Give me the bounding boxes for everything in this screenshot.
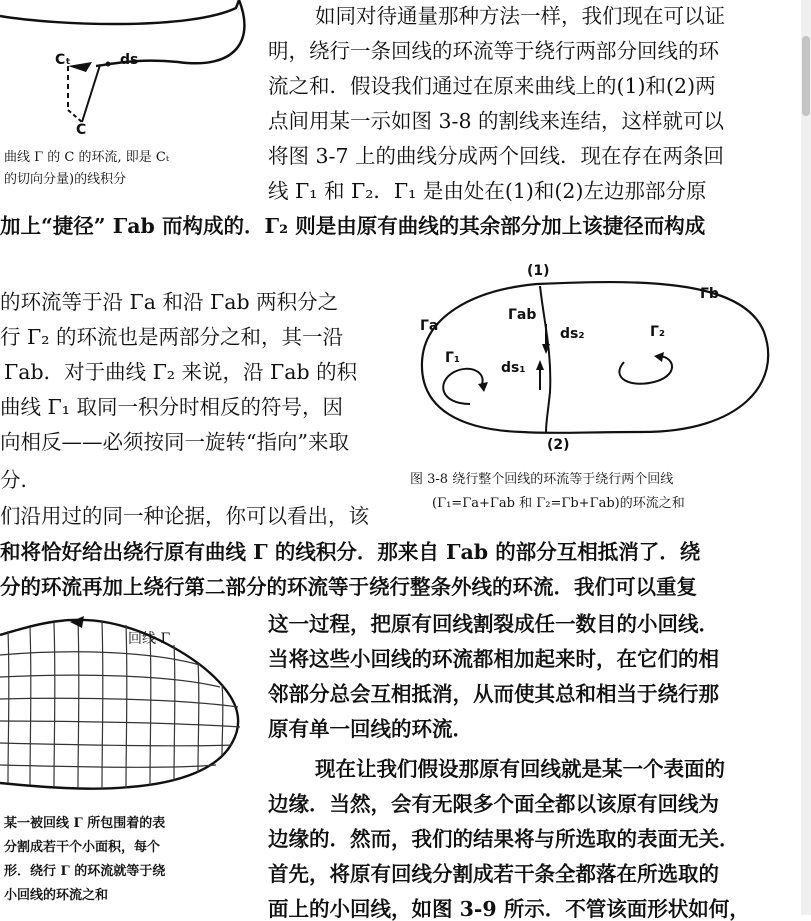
para4-line-4: 原有单一回线的环流． bbox=[268, 717, 473, 741]
para2-line-7: 们沿用过的同一种论据，你可以看出，该 bbox=[0, 504, 369, 528]
para5-line-5: 面上的小回线，如图 3-9 所示．不管该面形状如何， bbox=[268, 897, 750, 921]
label-gamma-ab: Γab bbox=[508, 307, 537, 323]
label-gamma-b: Γb bbox=[700, 286, 719, 302]
label-gamma-1: Γ₁ bbox=[445, 350, 461, 366]
para5-line-4: 首先，将原有回线分割成若干条全都落在所选取的 bbox=[268, 862, 719, 886]
label-gamma-2: Γ₂ bbox=[650, 324, 666, 340]
para2-line-2: 行 Γ₂ 的环流也是两部分之和，其一沿 bbox=[0, 325, 343, 349]
scrollbar-thumb[interactable] bbox=[802, 36, 810, 116]
rotation-arrow-head-2 bbox=[654, 352, 664, 362]
para1-line-4: 点间用某一示如图 3-8 的割线来连结，这样就可以 bbox=[268, 109, 725, 133]
label-ds: ds bbox=[120, 52, 139, 68]
figure-3-9-caption-line-2: 分割成若干个小面积，每个 bbox=[4, 840, 161, 855]
outer-loop bbox=[422, 282, 768, 433]
para1-line-7: 加上“捷径” Γab 而构成的．Γ₂ 则是由原有曲线的其余部分加上该捷径而构成 bbox=[0, 214, 706, 238]
label-gamma-a: Γa bbox=[420, 318, 439, 334]
ds1-arrow-head bbox=[536, 360, 544, 370]
label-point-2: (2) bbox=[547, 437, 570, 453]
para5-line-2: 边缘．当然，会有无限多个面全都以该原有回线为 bbox=[268, 792, 719, 816]
cut-line-gamma-ab bbox=[540, 286, 550, 432]
para1-line-2: 明，绕行一条回线的环流等于绕行两部分回线的环 bbox=[268, 39, 719, 63]
para5-line-1: 现在让我们假设那原有回线就是某一个表面的 bbox=[315, 757, 725, 781]
para3-line-1: 和将恰好给出绕行原有曲线 Γ 的线积分．那来自 Γab 的部分互相抵消了．绕 bbox=[0, 540, 701, 564]
rotation-arrow-head-1 bbox=[478, 382, 488, 392]
figure-3-9-caption-line-4: 小回线的环流之和 bbox=[4, 888, 109, 903]
tangent-arrow bbox=[82, 65, 100, 122]
para3-line-2: 分的环流再加上绕行第二部分的环流等于绕行整条外线的环流．我们可以重复 bbox=[0, 575, 697, 599]
para4-line-3: 邻部分总会互相抵消，从而使其总和相当于绕行那 bbox=[268, 682, 719, 706]
label-ds2: ds₂ bbox=[560, 326, 585, 342]
para4-line-2: 当将这些小回线的环流都相加起来时，在它们的相 bbox=[268, 647, 719, 671]
label-c: C bbox=[76, 122, 87, 138]
figure-3-8-caption-line-2: (Γ₁=Γa+Γab 和 Γ₂=Γb+Γab)的环流之和 bbox=[432, 496, 685, 511]
para2-line-5: 向相反——必须按同一旋转“指向”来取 bbox=[0, 430, 349, 454]
vertical-scrollbar[interactable] bbox=[801, 0, 811, 915]
figure-3-8-drawing bbox=[412, 262, 802, 442]
para2-line-3: Γab．对于曲线 Γ₂ 来说，沿 Γab 的积 bbox=[4, 360, 358, 384]
para2-line-6: 分． bbox=[0, 468, 41, 492]
para5-line-3: 边缘的．然而，我们的结果将与所选取的表面无关． bbox=[268, 827, 740, 851]
figure-3-7-caption-line-2: 的切向分量)的线积分 bbox=[4, 172, 127, 187]
arrow-head bbox=[68, 62, 92, 72]
figure-3-9-caption-line-1: 某一被回线 Γ 所包围着的表 bbox=[4, 816, 166, 831]
point-dot bbox=[106, 62, 111, 67]
para1-line-3: 流之和．假设我们通过在原来曲线上的(1)和(2)两 bbox=[268, 74, 716, 98]
rotation-arrow-gamma1 bbox=[443, 369, 482, 404]
para1-line-6: 线 Γ₁ 和 Γ₂．Γ₁ 是由处在(1)和(2)左边那部分原 bbox=[268, 179, 707, 203]
label-loop-gamma: 回线 Γ bbox=[128, 631, 171, 647]
loop-arrow bbox=[0, 608, 260, 648]
figure-3-7-caption-line-1: 曲线 Γ 的 C 的环流, 即是 Cₜ bbox=[4, 150, 170, 165]
figure-3-8-caption-line-1: 图 3-8 绕行整个回线的环流等于绕行两个回线 bbox=[410, 472, 674, 487]
para2-line-4: 曲线 Γ₁ 取同一积分时相反的符号，因 bbox=[0, 395, 343, 419]
curve-gamma-lower bbox=[96, 0, 244, 66]
para1-line-5: 将图 3-7 上的曲线分成两个回线．现在存在两条回 bbox=[268, 144, 725, 168]
label-ct: Cₜ bbox=[55, 52, 71, 68]
figure-3-7-drawing bbox=[0, 0, 260, 145]
component-line bbox=[68, 110, 82, 122]
para1-line-1: 如同对待通量那种方法一样，我们现在可以证 bbox=[315, 4, 725, 28]
label-ds1: ds₁ bbox=[501, 360, 526, 376]
curve-gamma bbox=[0, 0, 239, 24]
label-point-1: (1) bbox=[527, 263, 550, 279]
para4-line-1: 这一过程，把原有回线割裂成任一数目的小回线． bbox=[268, 612, 719, 636]
figure-3-9-caption-line-3: 形．绕行 Γ 的环流就等于绕 bbox=[4, 864, 166, 879]
rotation-arrow-gamma2 bbox=[619, 356, 672, 384]
para2-line-1: 的环流等于沿 Γa 和沿 Γab 两积分之 bbox=[0, 290, 339, 314]
